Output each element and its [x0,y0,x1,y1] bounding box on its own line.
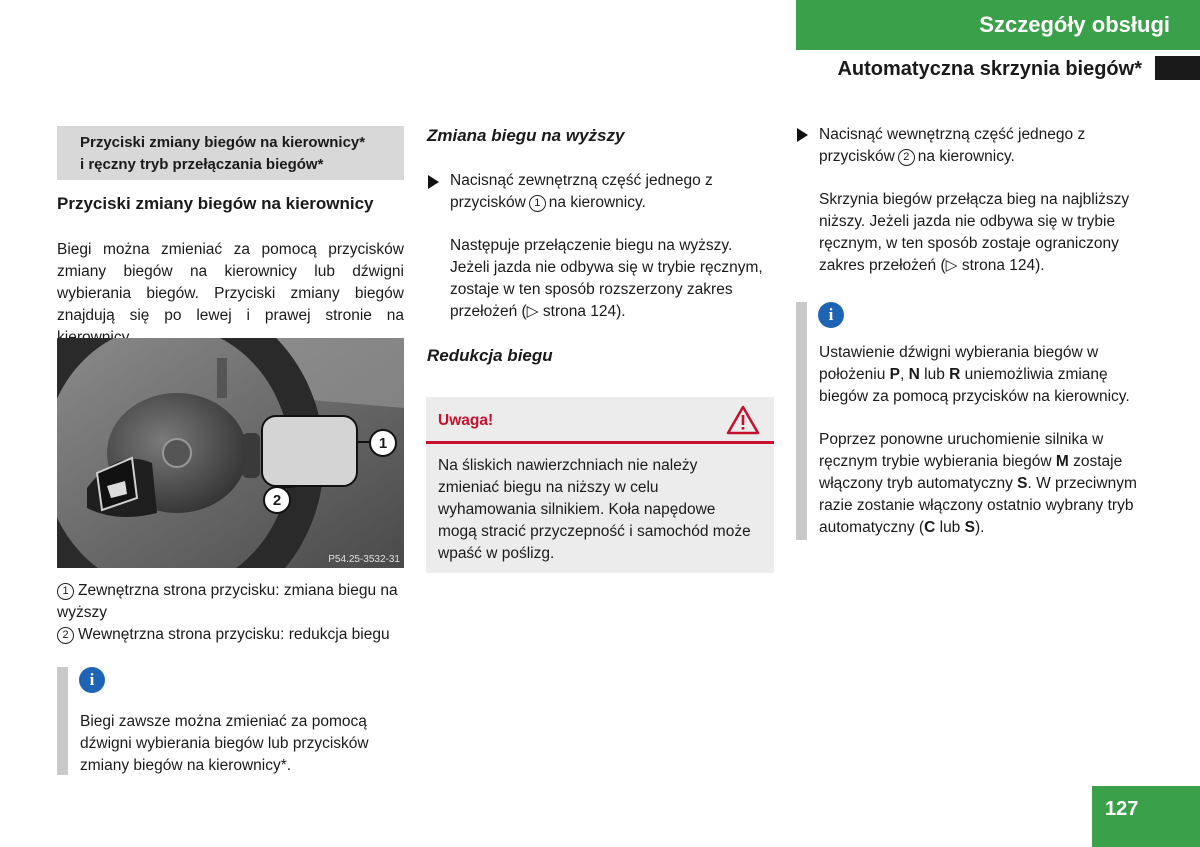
info-note-1-text: Ustawienie dźwigni wybierania biegów w położeniu [819,344,1099,383]
upshift-step-text-end: na kierownicy. [548,194,646,211]
downshift-step-text: Nacisnąć wewnętrzną część jednego z przycisków [819,126,1086,165]
downshift-step-number: 2 [898,149,915,166]
caption-2-text: Wewnętrzna strona przycisku: redukcja biegu [78,626,390,643]
mode-s: S [1017,475,1028,492]
sep: lub [935,519,965,536]
info-bar [796,302,807,540]
warning-box [426,397,774,573]
info-note-2-text: Poprzez ponowne uruchomienie silnika w ręcznym trybie wybierania biegów [819,431,1104,470]
image-code: P54.25-3532-31 [328,554,400,565]
info-note-2 [819,429,1145,539]
caption-1-text: Zewnętrzna strona przycisku: zmiana biegu na wyższy [57,582,398,621]
callout-2: 2 [263,486,291,514]
info-note-1-text-end: uniemożliwia zmianę biegów za pomocą przycisków na kierownicy. [819,366,1130,405]
section-tab [796,0,1200,50]
info-bar [57,667,68,775]
downshift-step-text-end: na kierownicy. [917,148,1015,165]
page-number: 127 [1105,798,1139,820]
mode-c: C [924,519,936,536]
info-note-2-end: ). [974,519,985,536]
info-icon: i [79,667,105,693]
caption-2 [57,624,407,646]
info-note-1 [819,342,1145,408]
downshift-step [819,124,1144,168]
sep: , [900,366,909,383]
caption-1 [57,580,407,624]
intro-paragraph: Biegi można zmieniać za pomocą przycisków zmiany biegów na kierownicy lub dźwigni wybierania biegów. Przyciski zmiany biegów znajdują się po lewej i prawej stronie na [57,241,404,324]
topic-box [57,126,404,180]
mode-m: M [1055,453,1069,470]
warning-divider [426,441,774,444]
downshift-result: Skrzynia biegów przełącza bieg na najbliższy niższy. Jeżeli jazda nie odbywa się w trybie ręcznym, w ten sposób zostaje ograniczony zakres przełożeń (▷ strona 124). [819,191,1130,274]
chapter-marker-bar [1155,56,1200,80]
upshift-step-number: 1 [529,195,546,212]
warning-text: Na śliskich nawierzchniach nie należy zmieniać biegu na niższy w celu wyhamowania silnikiem. Koła napędowe mogą stracić przyczepność i samochód może wpaść w poślizg. [438,457,751,562]
heading-downshift: Redukcja biegu [427,346,553,365]
heading-upshift: Zmiana biegu na wyższy [427,126,625,145]
caption-2-number: 2 [57,627,74,644]
topic-box-line1: Przyciski zmiany biegów na kierownicy* [80,134,366,151]
step-arrow-icon [797,128,808,142]
sep: lub [919,366,950,383]
info-icon: i [818,302,844,328]
section-heading: Przyciski zmiany biegów na kierownicy [57,194,374,213]
warning-title: Uwaga! [438,412,494,429]
section-title: Szczegóły obsługi [979,12,1170,37]
gear-p: P [889,366,901,383]
upshift-result: Następuje przełączenie biegu na wyższy. Jeżeli jazda nie odbywa się w trybie ręcznym, zostaje w ten sposób rozszerzony zakres przełożeń (▷ strona 124). [450,237,763,320]
page-number-box [1092,786,1200,847]
caption-1-number: 1 [57,583,74,600]
info-note-text: Biegi zawsze można zmieniać za pomocą dźwigni wybierania biegów lub przycisków zmiany biegów na kierownicy*. [80,713,369,774]
step-arrow-icon [428,175,439,189]
steering-wheel-photo [57,338,404,568]
gear-r: R [949,366,961,383]
chapter-title: Automatyczna skrzynia biegów* [837,58,1142,80]
callout-1: 1 [369,429,397,457]
warning-triangle-icon [726,405,760,435]
info-note-2-mid: zostaje włączony tryb automatyczny [819,453,1123,492]
upshift-step [450,170,775,214]
gear-n: N [908,366,920,383]
info-note-2-mid2: . W przeciwnym razie zostanie włączony ostatnio wybrany tryb automatyczny ( [819,475,1137,536]
mode-s: S [964,519,975,536]
topic-box-line2: i ręczny tryb przełączania biegów* [80,156,324,173]
upshift-step-text: Nacisnąć zewnętrzną część jednego z przycisków [450,172,713,211]
steering-wheel-illustration [57,338,404,568]
